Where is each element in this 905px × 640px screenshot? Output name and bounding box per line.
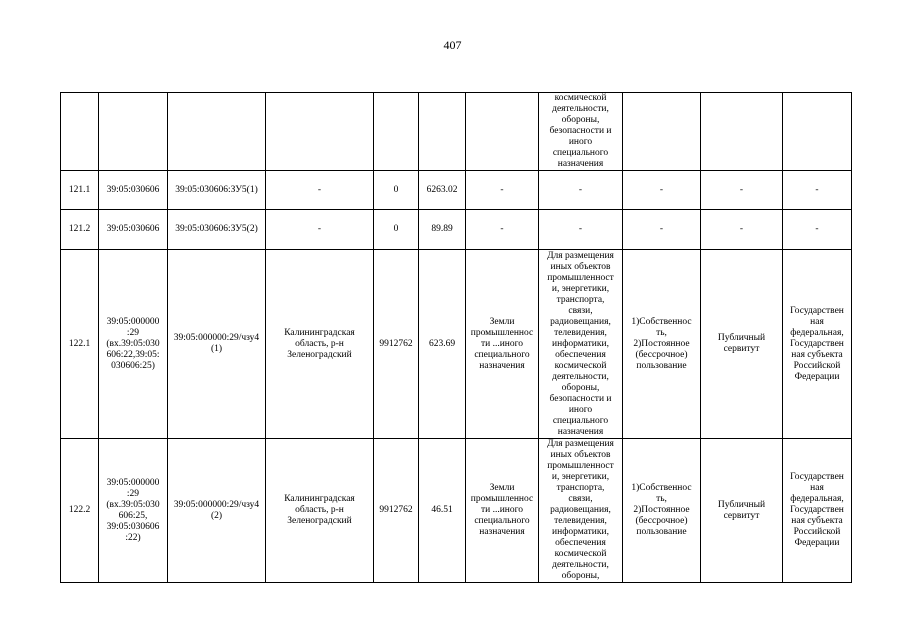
owner-cell [783,93,852,171]
encumbrance-cell: - [701,171,783,210]
row-number-cell: 122.1 [61,250,99,439]
area-cell: 623.69 [419,250,466,439]
code-cell [374,93,419,171]
encumbrance-cell [701,93,783,171]
row-number-cell: 122.2 [61,439,99,583]
page-number: 407 [443,38,462,52]
land-category-cell: - [466,171,539,210]
address-cell: Калининградская область, р-н Зеленоградский [266,439,374,583]
permitted-use-cell: Для размещения иных объектов промышленност и, энергетики, транспорта, связи, радиовещания, телевидения, информатики, обеспечения космической деятельности, обороны, [539,439,623,583]
table-row [61,210,852,250]
cadastral-quarter-cell: 39:05:030606 [99,210,168,250]
cadastral-quarter-cell: 39:05:030606 [99,171,168,210]
owner-cell: - [783,171,852,210]
address-cell: Калининградская область, р-н Зеленоградский [266,250,374,439]
area-cell: 89.89 [419,210,466,250]
owner-cell: Государствен ная федеральная, Государствен ная субъекта Российской Федерации [783,250,852,439]
permitted-use-cell: Для размещения иных объектов промышленност и, энергетики, транспорта, связи, радиовещания, телевидения, информатики, обеспечения космической деятельности, обороны, безопасности и иного специального назначения [539,250,623,439]
right-type-cell [623,93,701,171]
cadastral-quarter-cell: 39:05:000000 :29 (вх.39:05:030 606:22,39:05: 030606:25) [99,250,168,439]
table-row [61,250,852,439]
right-type-cell: 1)Собственнос ть, 2)Постоянное (бессрочное) пользование [623,439,701,583]
code-cell: 0 [374,210,419,250]
cadastral-number-cell: 39:05:030606:ЗУ5(1) [168,171,266,210]
cadastral-number-cell: 39:05:030606:ЗУ5(2) [168,210,266,250]
land-category-cell [466,93,539,171]
land-category-cell: - [466,210,539,250]
code-cell: 9912762 [374,439,419,583]
cadastral-quarter-cell [99,93,168,171]
table-row [61,171,852,210]
encumbrance-cell: Публичный сервитут [701,439,783,583]
permitted-use-cell: космической деятельности, обороны, безопасности и иного специального назначения [539,93,623,171]
code-cell: 9912762 [374,250,419,439]
address-cell: - [266,210,374,250]
area-cell: 46.51 [419,439,466,583]
owner-cell: - [783,210,852,250]
right-type-cell: 1)Собственнос ть, 2)Постоянное (бессрочное) пользование [623,250,701,439]
address-cell: - [266,171,374,210]
right-type-cell: - [623,171,701,210]
land-category-cell: Земли промышленнос ти ...иного специального назначения [466,250,539,439]
area-cell: 6263.02 [419,171,466,210]
right-type-cell: - [623,210,701,250]
owner-cell: Государствен ная федеральная, Государствен ная субъекта Российской Федерации [783,439,852,583]
land-category-cell: Земли промышленнос ти ...иного специального назначения [466,439,539,583]
row-number-cell: 121.1 [61,171,99,210]
permitted-use-cell: - [539,171,623,210]
cadastral-quarter-cell: 39:05:000000 :29 (вх.39:05:030 606:25, 39:05:030606 :22) [99,439,168,583]
row-number-cell: 121.2 [61,210,99,250]
encumbrance-cell: Публичный сервитут [701,250,783,439]
area-cell [419,93,466,171]
code-cell: 0 [374,171,419,210]
cadastral-number-cell [168,93,266,171]
row-number-cell [61,93,99,171]
table-row-continuation [61,93,852,171]
cadastral-number-cell: 39:05:000000:29/чзу4 (1) [168,250,266,439]
cadastral-number-cell: 39:05:000000:29/чзу4 (2) [168,439,266,583]
address-cell [266,93,374,171]
land-plots-table [60,92,852,583]
encumbrance-cell: - [701,210,783,250]
table-row [61,439,852,583]
permitted-use-cell: - [539,210,623,250]
